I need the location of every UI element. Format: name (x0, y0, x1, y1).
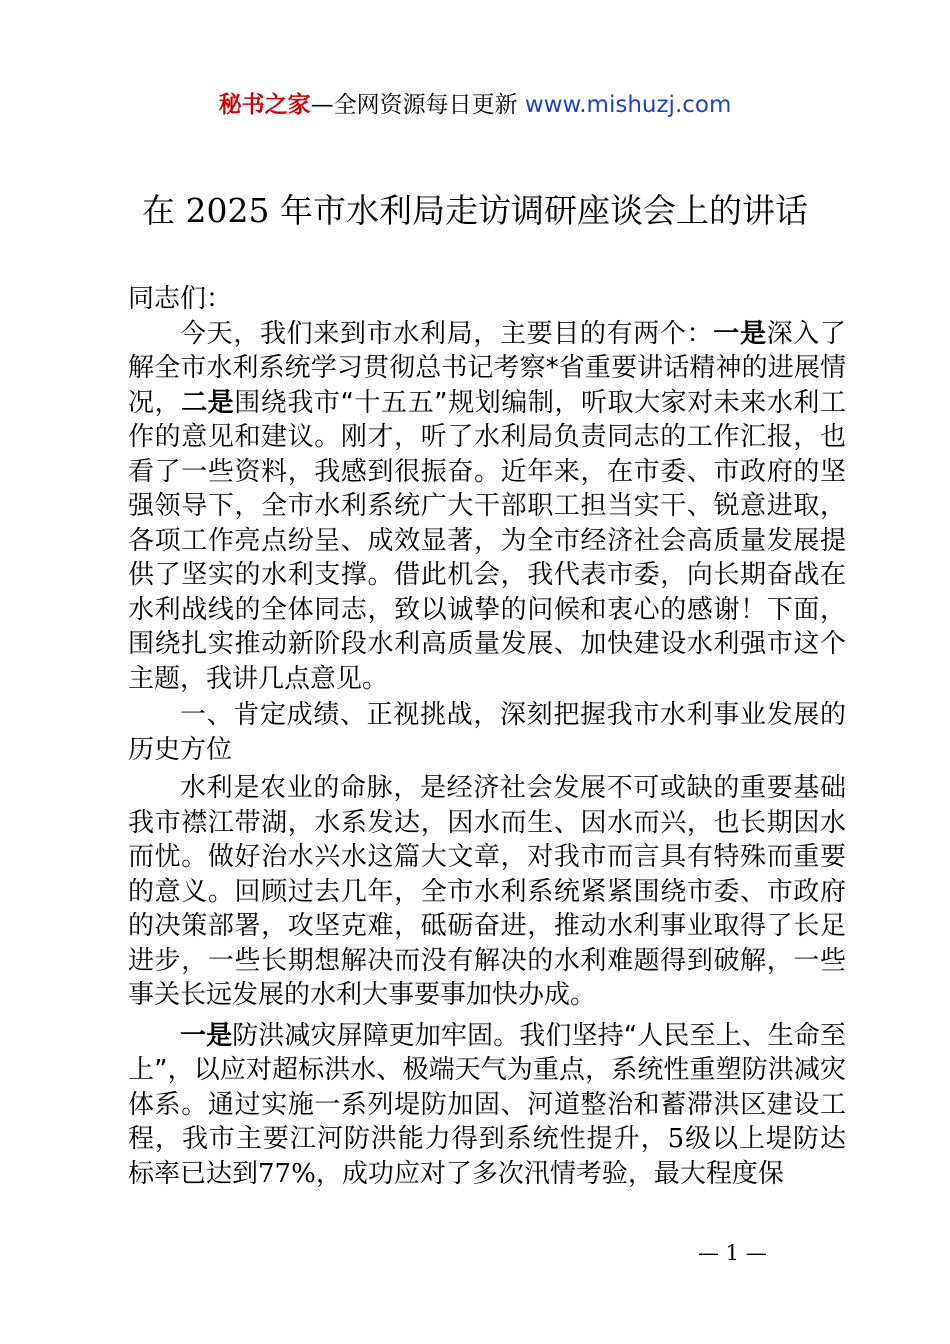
header-tagline: —全网资源每日更新 (310, 92, 525, 118)
site-url[interactable]: www.mishuzj.com (524, 92, 732, 118)
section-heading: 一、肯定成绩、正视挑战，深刻把握我市水利事业发展的历史方位 (128, 700, 846, 765)
paragraph-intro: 今天，我们来到市水利局，主要目的有两个：一是深入了解全市水利系统学习贯彻总书记考察*省重要讲话精神的进展情况，二是围绕我市“十五五”规划编制，听取大家对未来水利工作的意见和建议。刚才，听了水利局负责同志的工作汇报，也看了一些资料，我感到很振奋。近年来，在市委、市政府的坚强领导下，全市水利系统广大干部职工担当实干、锐意进取，各项工作亮点纷呈、成效显著，为全市经济社会高质量发展提供了坚实的水利支撑。借此机会，我代表市委，向长期奋战在水利战线的全体同志，致以诚挚的问候和衷心的感谢！下面，围绕扎实推动新阶段水利高质量发展、加快建设水利强市这个主题，我讲几点意见。 (128, 318, 846, 694)
salutation: 同志们： (128, 284, 233, 314)
emphasis-second: 二是 (181, 387, 235, 418)
emphasis-first: 一是 (180, 1020, 233, 1051)
page-number: — 1 — (698, 1241, 767, 1265)
document-title: 在 2025 年市水利局走访调研座谈会上的讲话 (142, 191, 808, 230)
site-header (0, 88, 950, 122)
emphasis-first: 一是 (713, 318, 767, 349)
paragraph-water-importance: 水利是农业的命脉，是经济社会发展不可或缺的重要基础我市襟江带湖，水系发达，因水而生、因水而兴，也长期因水而忧。做好治水兴水这篇大文章，对我市而言具有特殊而重要的意义。回顾过去几年，全市水利系统紧紧围绕市委、市政府的决策部署，攻坚克难，砥砺奋进，推动水利事业取得了长足进步，一些长期想解决而没有解决的水利难题得到破解，一些事关长远发展的水利大事要事加快办成。 (128, 773, 846, 1010)
paragraph-flood-control: 一是防洪减灾屏障更加牢固。我们坚持“人民至上、生命至上”，以应对超标洪水、极端天气为重点，系统性重塑防洪减灾体系。通过实施一系列堤防加固、河道整治和蓄滞洪区建设工程，我市主要江河防洪能力得到系统性提升，5级以上堤防达标率已达到77%，成功应对了多次汛情考验，最大程度保 (128, 1020, 846, 1189)
brand-name: 秘书之家 (218, 92, 311, 118)
document-body (128, 282, 846, 1191)
